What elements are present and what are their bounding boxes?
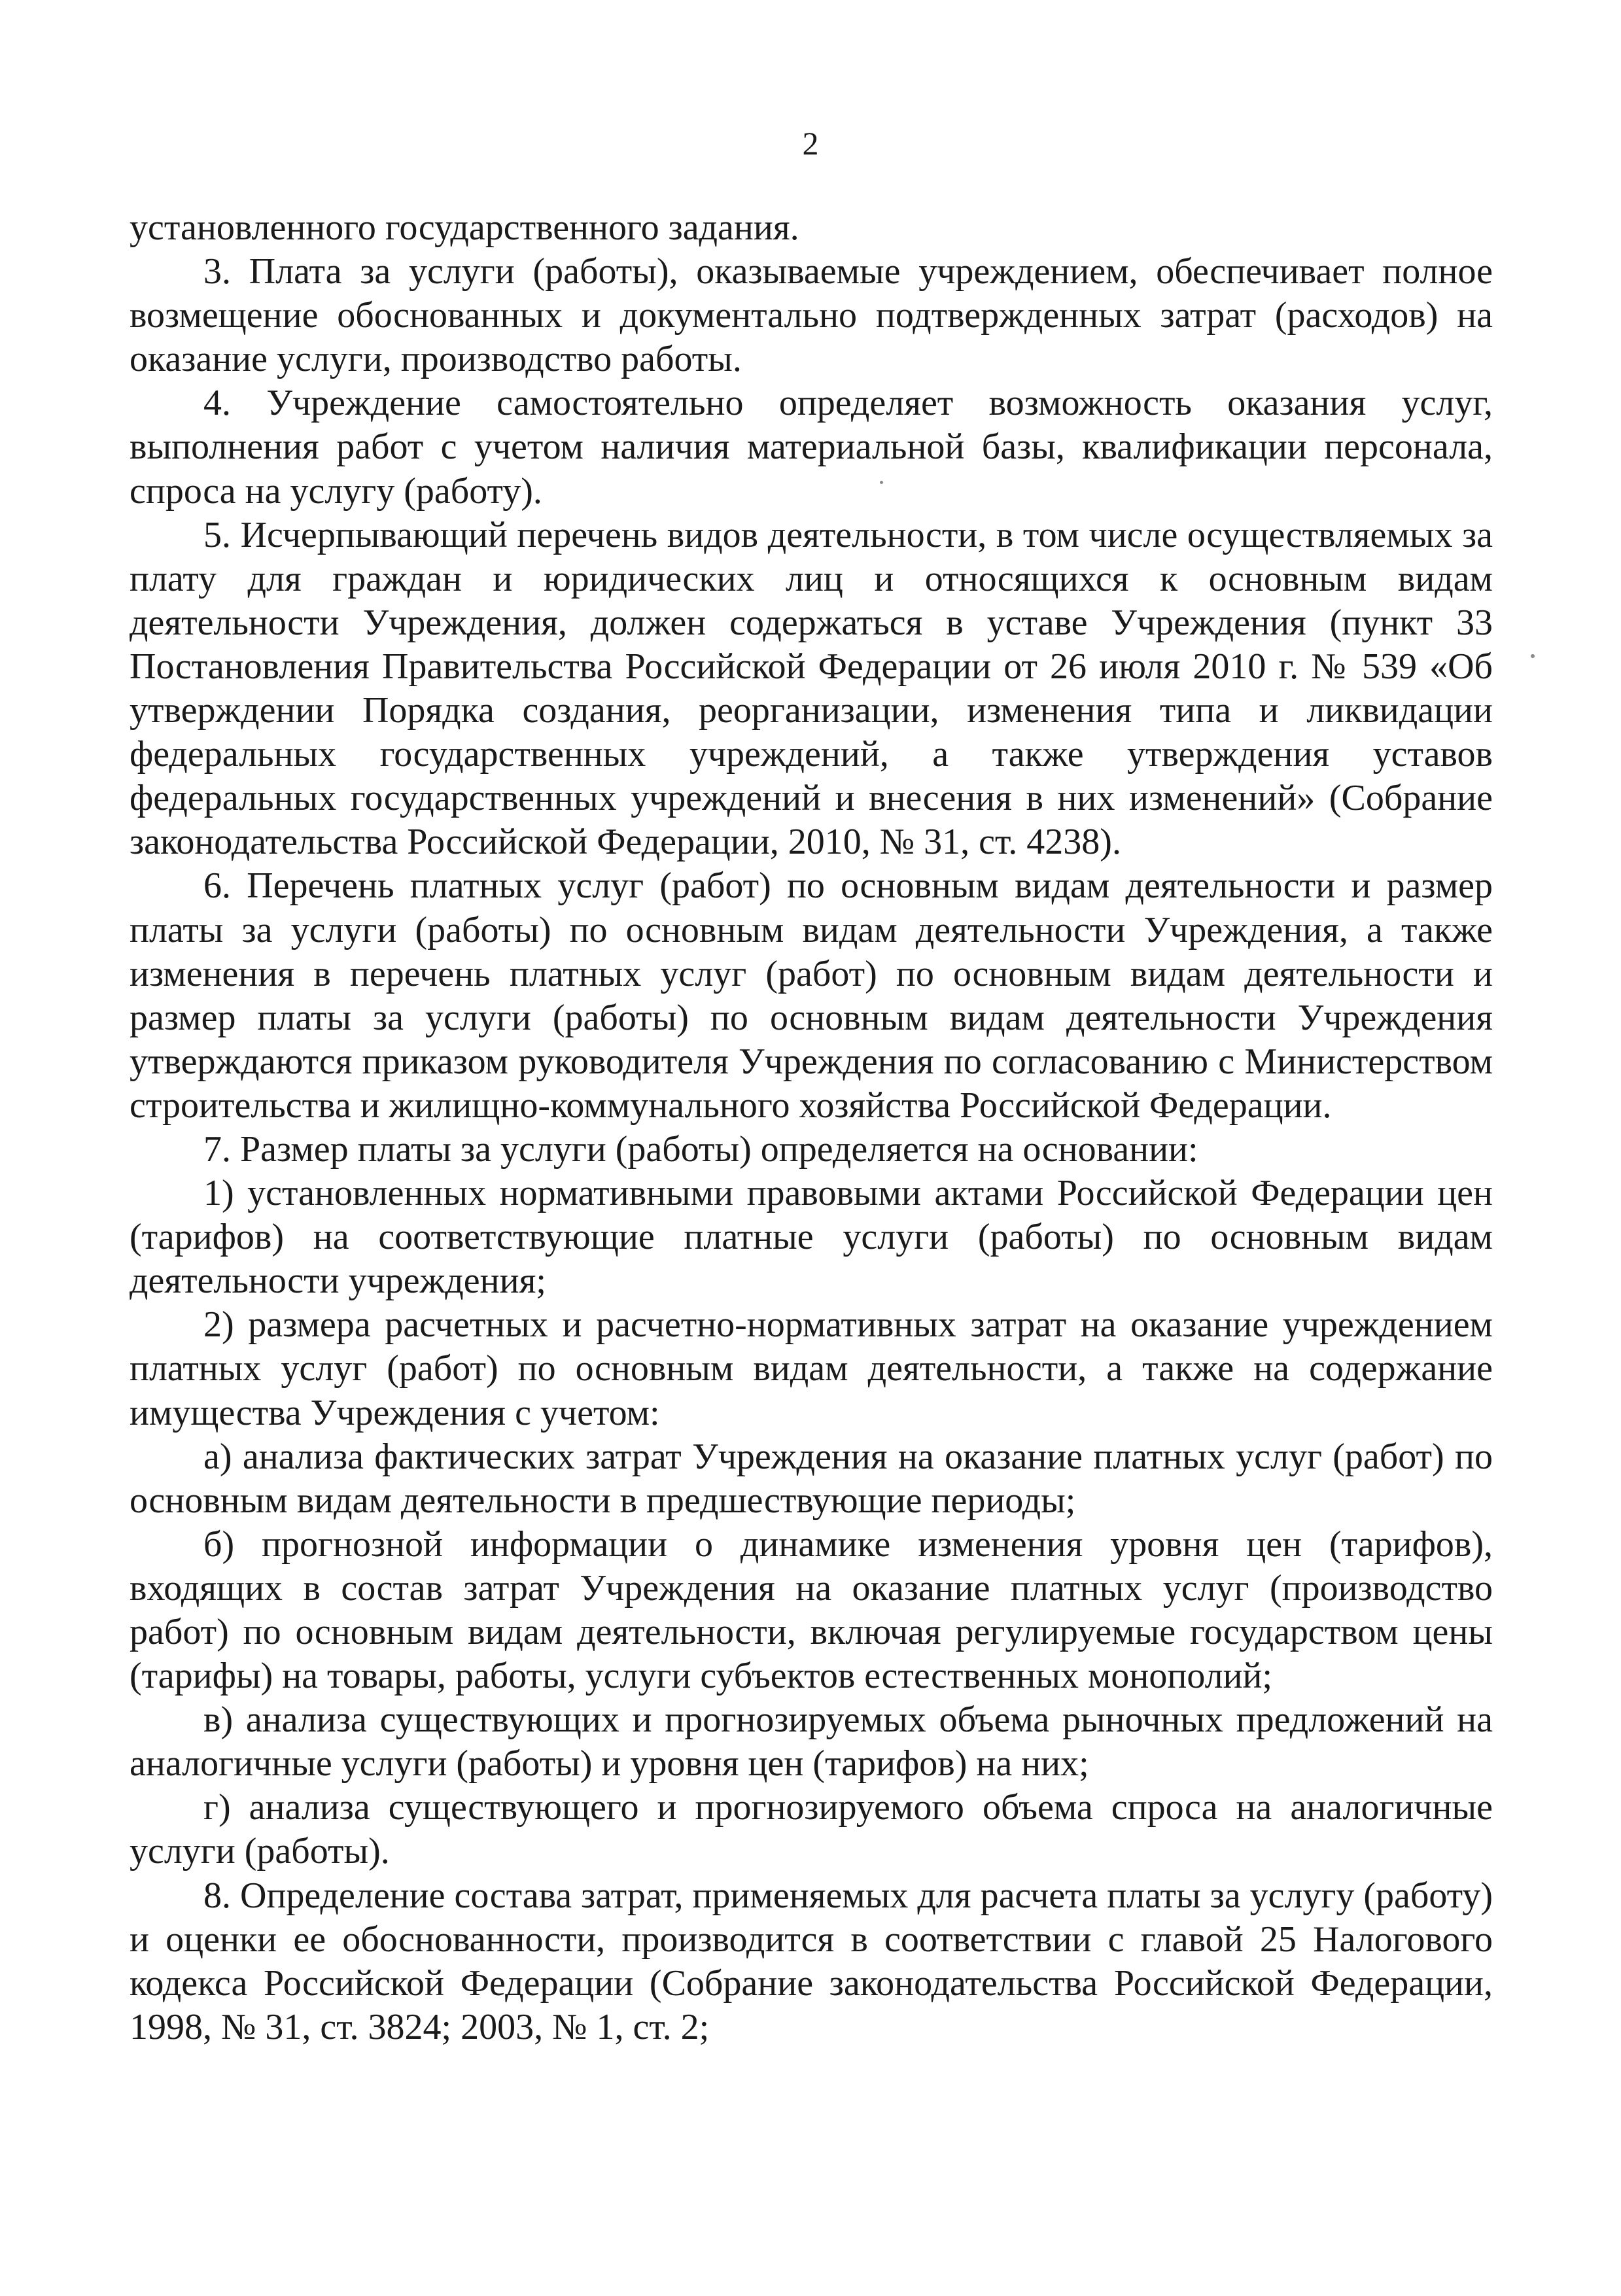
paragraph-7-item-1: 1) установленных нормативными правовыми актами Российской Федерации цен (тарифов) на соответствующие платные услуги (работы) по основным видам деятельности учреждения; bbox=[130, 1173, 1493, 1302]
paragraph-continuation: установленного государственного задания. bbox=[130, 207, 799, 248]
paragraph-8: 8. Определение состава затрат, применяемых для расчета платы за услугу (работу) и оценки ее обоснованности, производится в соответствии с главой 25 Налогового кодекса Российской Федерации (Собрание законодательства Российской Федерации, 1998, № 31, ст. 3824; 2003, № 1, ст. 2; bbox=[130, 1875, 1493, 2047]
paragraph-6: 6. Перечень платных услуг (работ) по основным видам деятельности и размер платы за услуги (работы) по основным видам деятельности Учреждения, а также изменения в перечень платных услуг (работ) по основным видам деятельности и размер платы за услуги (работы) по основным видам деятельности Учреждения утверждаются приказом руководителя Учреждения по согласованию с Министерством строительства и жилищно-коммунального хозяйства Российской Федерации. bbox=[130, 865, 1493, 1126]
paragraph-7: 7. Размер платы за услуги (работы) определяется на основании: bbox=[203, 1128, 1198, 1170]
paragraph-3: 3. Плата за услуги (работы), оказываемые учреждением, обеспечивает полное возмещение обоснованных и документально подтвержденных затрат (расходов) на оказание услуги, производство работы. bbox=[130, 251, 1493, 380]
paragraph-7-item-2d: г) анализа существующего и прогнозируемого объема спроса на аналогичные услуги (работы). bbox=[130, 1787, 1493, 1872]
paragraph-5: 5. Исчерпывающий перечень видов деятельности, в том числе осуществляемых за плату для граждан и юридических лиц и относящихся к основным видам деятельности Учреждения, должен содержаться в уставе Учреждения (пункт 33 Постановления Правительства Российской Федерации от 26 июля 2010 г. № 539 «Об утверждении Порядка создания, реорганизации, изменения типа и ликвидации федеральных государственных учреждений, а также утверждения уставов федеральных государственных учреждений и внесения в них изменений» (Собрание законодательства Российской Федерации, 2010, № 31, ст. 4238). bbox=[130, 514, 1493, 863]
paragraph-7-item-2: 2) размера расчетных и расчетно-нормативных затрат на оказание учреждением платных услуг (работ) по основным видам деятельности, а также на содержание имущества Учреждения с учетом: bbox=[130, 1304, 1493, 1433]
page-number: 2 bbox=[802, 125, 819, 162]
paragraph-7-item-2a: а) анализа фактических затрат Учреждения на оказание платных услуг (работ) по основным видам деятельности в предшествующие периоды; bbox=[130, 1436, 1493, 1521]
paragraph-4: 4. Учреждение самостоятельно определяет возможность оказания услуг, выполнения работ с учетом наличия материальной базы, квалификации персонала, спроса на услугу (работу). bbox=[130, 383, 1493, 512]
document-body bbox=[130, 206, 1493, 2049]
scan-speck bbox=[880, 481, 883, 484]
scan-speck bbox=[1531, 654, 1535, 658]
paragraph-7-item-2c: в) анализа существующих и прогнозируемых объема рыночных предложений на аналогичные услуги (работы) и уровня цен (тарифов) на них; bbox=[130, 1699, 1493, 1784]
paragraph-7-item-2b: б) прогнозной информации о динамике изменения уровня цен (тарифов), входящих в состав затрат Учреждения на оказание платных услуг (производство работ) по основным видам деятельности, включая регулируемые государством цены (тарифы) на товары, работы, услуги субъектов естественных монополий; bbox=[130, 1523, 1493, 1697]
